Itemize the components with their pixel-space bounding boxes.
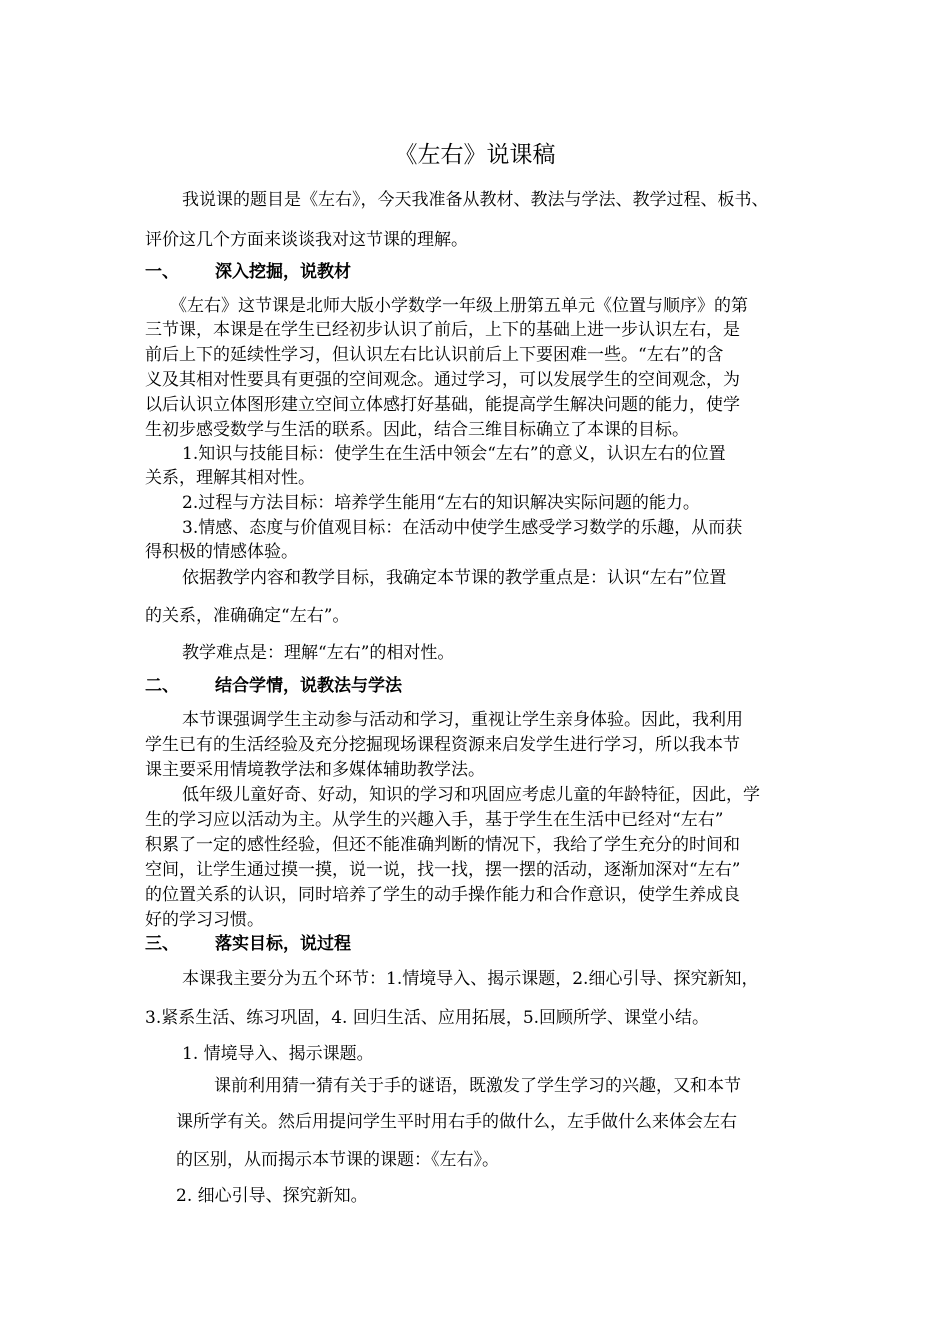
section-heading-3 <box>145 934 351 954</box>
section-number: 一、 <box>145 262 179 282</box>
paragraph-line: 得积极的情感体验。 <box>145 542 298 562</box>
paragraph-line: 前后上下的延续性学习，但认识左右比认识前后上下要困难一些。“左右”的含 <box>145 345 724 365</box>
paragraph-line: 的位置关系的认识，同时培养了学生的动手操作能力和合作意识，使学生养成良 <box>145 885 740 905</box>
paragraph-line: 关系，理解其相对性。 <box>145 468 315 488</box>
section-heading-2 <box>145 676 402 696</box>
paragraph-line: 以后认识立体图形建立空间立体感打好基础，能提高学生解决问题的能力，使学 <box>145 395 740 415</box>
paragraph-line: 依据教学内容和教学目标，我确定本节课的教学重点是：认识“左右”位置 <box>182 568 727 588</box>
paragraph-line: 积累了一定的感性经验，但还不能准确判断的情况下，我给了学生充分的时间和 <box>145 835 740 855</box>
intro-line: 评价这几个方面来谈谈我对这节课的理解。 <box>145 230 468 250</box>
paragraph-line: 的关系，准确确定“左右”。 <box>145 606 350 626</box>
section-number: 三、 <box>145 934 179 954</box>
paragraph-line: 3.紧系生活、练习巩固，4. 回归生活、应用拓展，5.回顾所学、课堂小结。 <box>145 1008 710 1028</box>
section-label: 深入挖掘，说教材 <box>215 262 351 282</box>
section-label: 落实目标，说过程 <box>215 934 351 954</box>
paragraph-line: 生的学习应以活动为主。从学生的兴趣入手，基于学生在生活中已经对“左右” <box>145 810 724 830</box>
paragraph-line: 学生已有的生活经验及充分挖掘现场课程资源来启发学生进行学习，所以我本节 <box>145 735 740 755</box>
page-title: 《左右》说课稿 <box>394 142 556 168</box>
paragraph-line: 空间，让学生通过摸一摸，说一说，找一找，摆一摆的活动，逐渐加深对“左右” <box>145 860 741 880</box>
paragraph-line: 1.知识与技能目标：使学生在生活中领会“左右”的意义，认识左右的位置 <box>182 444 726 464</box>
intro-line: 我说课的题目是《左右》，今天我准备从教材、教法与学法、教学过程、板书、 <box>182 190 769 210</box>
paragraph-line: 教学难点是：理解“左右”的相对性。 <box>182 643 455 663</box>
paragraph-line: 课主要采用情境教学法和多媒体辅助教学法。 <box>145 760 485 780</box>
paragraph-line: 生初步感受数学与生活的联系。因此，结合三维目标确立了本课的目标。 <box>145 420 689 440</box>
paragraph-line: 课前利用猜一猜有关于手的谜语，既激发了学生学习的兴趣，又和本节 <box>214 1076 741 1096</box>
section-label: 结合学情，说教法与学法 <box>215 676 402 696</box>
paragraph-line: 1. 情境导入、揭示课题。 <box>182 1044 374 1064</box>
paragraph-line: 的区别，从而揭示本节课的课题：《左右》。 <box>176 1150 499 1170</box>
paragraph-line: 2. 细心引导、探究新知。 <box>176 1186 368 1206</box>
paragraph-line: 本节课强调学生主动参与活动和学习，重视让学生亲身体验。因此，我利用 <box>182 710 743 730</box>
section-number: 二、 <box>145 676 179 696</box>
paragraph-line: 2.过程与方法目标：培养学生能用“左右的知识解决实际问题的能力。 <box>182 493 700 513</box>
paragraph-line: 课所学有关。然后用提问学生平时用右手的做什么，左手做什么来体会左右 <box>176 1112 737 1132</box>
paragraph-line: 三节课，本课是在学生已经初步认识了前后，上下的基础上进一步认识左右，是 <box>145 320 740 340</box>
paragraph-line: 好的学习习惯。 <box>145 910 264 930</box>
paragraph-line: 本课我主要分为五个环节：1.情境导入、揭示课题，2.细心引导、探究新知， <box>182 969 759 989</box>
section-heading-1 <box>145 262 351 282</box>
paragraph-line: 义及其相对性要具有更强的空间观念。通过学习，可以发展学生的空间观念，为 <box>145 370 740 390</box>
paragraph-line: 《左右》这节课是北师大版小学数学一年级上册第五单元《位置与顺序》的第 <box>170 296 748 316</box>
paragraph-line: 3.情感、态度与价值观目标：在活动中使学生感受学习数学的乐趣，从而获 <box>182 518 743 538</box>
paragraph-line: 低年级儿童好奇、好动，知识的学习和巩固应考虑儿童的年龄特征，因此，学 <box>182 785 760 805</box>
